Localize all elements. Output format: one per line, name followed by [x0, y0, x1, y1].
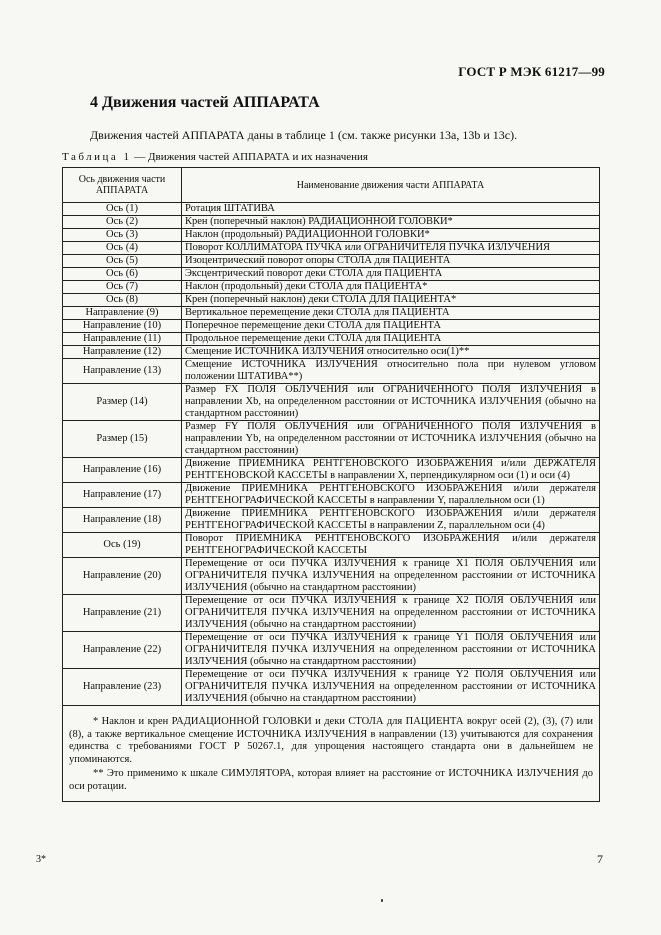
motion-name-cell: Наклон (продольный) РАДИАЦИОННОЙ ГОЛОВКИ*: [182, 229, 600, 242]
motion-name-cell: Смещение ИСТОЧНИКА ИЗЛУЧЕНИЯ относительно оси(1)**: [182, 346, 600, 359]
motion-name-cell: Ротация ШТАТИВА: [182, 203, 600, 216]
table-row: [63, 216, 600, 229]
axis-cell: Ось (19): [63, 533, 182, 558]
motion-name-cell: Наклон (продольный) деки СТОЛА для ПАЦИЕНТА*: [182, 281, 600, 294]
axis-cell: Направление (13): [63, 359, 182, 384]
table-row: [63, 346, 600, 359]
motion-name-cell: Перемещение от оси ПУЧКА ИЗЛУЧЕНИЯ к границе X2 ПОЛЯ ОБЛУЧЕНИЯ или ОГРАНИЧИТЕЛЯ ПУЧКА ИЗЛУЧЕНИЯ на определенном расстоянии от ИСТОЧНИКА ИЗЛУЧЕНИЯ (обычно на стандартном расстоянии): [182, 595, 600, 632]
table-row: [63, 669, 600, 706]
table-row: [63, 421, 600, 458]
axis-cell: Ось (2): [63, 216, 182, 229]
motion-name-cell: Движение ПРИЕМНИКА РЕНТГЕНОВСКОГО ИЗОБРАЖЕНИЯ и/или держателя РЕНТГЕНОГРАФИЧЕСКОЙ КАССЕТЫ в направлении Z, параллельном оси (4): [182, 508, 600, 533]
axis-cell: Направление (16): [63, 458, 182, 483]
motion-name-cell: Изоцентрический поворот опоры СТОЛА для ПАЦИЕНТА: [182, 255, 600, 268]
motion-name-cell: Перемещение от оси ПУЧКА ИЗЛУЧЕНИЯ к границе X1 ПОЛЯ ОБЛУЧЕНИЯ или ОГРАНИЧИТЕЛЯ ПУЧКА ИЗЛУЧЕНИЯ на определенном расстоянии от ИСТОЧНИКА ИЗЛУЧЕНИЯ (обычно на стандартном расстоянии): [182, 558, 600, 595]
table-row: [63, 281, 600, 294]
motion-name-cell: Крен (поперечный наклон) РАДИАЦИОННОЙ ГОЛОВКИ*: [182, 216, 600, 229]
motion-name-cell: Поперечное перемещение деки СТОЛА для ПАЦИЕНТА: [182, 320, 600, 333]
table-row: [63, 483, 600, 508]
standard-code: ГОСТ Р МЭК 61217—99: [458, 64, 605, 79]
motion-name-cell: Продольное перемещение деки СТОЛА для ПАЦИЕНТА: [182, 333, 600, 346]
table-row: [63, 333, 600, 346]
page-number: 7: [597, 852, 603, 866]
axis-cell: Направление (22): [63, 632, 182, 669]
table-row: [63, 229, 600, 242]
motion-name-cell: Перемещение от оси ПУЧКА ИЗЛУЧЕНИЯ к границе Y2 ПОЛЯ ОБЛУЧЕНИЯ или ОГРАНИЧИТЕЛЯ ПУЧКА ИЗЛУЧЕНИЯ на определенном расстоянии от ИСТОЧНИКА ИЗЛУЧЕНИЯ (обычно на стандартном расстоянии): [182, 669, 600, 706]
header-motion-name: Наименование движения части АППАРАТА: [182, 168, 600, 203]
table-row: [63, 384, 600, 421]
table-row: [63, 632, 600, 669]
motion-name-cell: Перемещение от оси ПУЧКА ИЗЛУЧЕНИЯ к границе Y1 ПОЛЯ ОБЛУЧЕНИЯ или ОГРАНИЧИТЕЛЯ ПУЧКА ИЗЛУЧЕНИЯ на определенном расстоянии от ИСТОЧНИКА ИЗЛУЧЕНИЯ (обычно на стандартном расстоянии): [182, 632, 600, 669]
axis-cell: Размер (14): [63, 384, 182, 421]
table-body: [63, 203, 600, 706]
signature-mark: 3*: [36, 854, 46, 865]
motion-name-cell: Крен (поперечный наклон) деки СТОЛА ДЛЯ ПАЦИЕНТА*: [182, 294, 600, 307]
table-row: [63, 203, 600, 216]
axis-cell: Ось (8): [63, 294, 182, 307]
footnotes-cell: [63, 706, 600, 802]
axis-cell: Направление (23): [63, 669, 182, 706]
axis-cell: Направление (11): [63, 333, 182, 346]
axis-cell: Направление (17): [63, 483, 182, 508]
table-header-row: [63, 168, 600, 203]
motion-name-cell: Смещение ИСТОЧНИКА ИЗЛУЧЕНИЯ относительно пола при нулевом угловом положении ШТАТИВА**): [182, 359, 600, 384]
axis-cell: Ось (5): [63, 255, 182, 268]
motion-name-cell: Движение ПРИЕМНИКА РЕНТГЕНОВСКОГО ИЗОБРАЖЕНИЯ и/или держателя РЕНТГЕНОГРАФИЧЕСКОЙ КАССЕТЫ в направлении Y, параллельном оси (1): [182, 483, 600, 508]
motion-name-cell: Движение ПРИЕМНИКА РЕНТГЕНОВСКОГО ИЗОБРАЖЕНИЯ и/или ДЕРЖАТЕЛЯ РЕНТГЕНОВСКОЙ КАССЕТЫ в направлении X, перпендикулярном оси (1) и оси (4): [182, 458, 600, 483]
table-caption-label: Таблица 1: [62, 151, 132, 163]
axis-cell: Направление (21): [63, 595, 182, 632]
motion-name-cell: Размер FY ПОЛЯ ОБЛУЧЕНИЯ или ОГРАНИЧЕННОГО ПОЛЯ ИЗЛУЧЕНИЯ в направлении Yb, на определенном расстоянии от ИСТОЧНИКА ИЗЛУЧЕНИЯ (обычно на стандартном расстоянии): [182, 421, 600, 458]
table-row: [63, 558, 600, 595]
table-row: [63, 359, 600, 384]
axis-cell: Направление (18): [63, 508, 182, 533]
section-intro: Движения частей АППАРАТА даны в таблице 1 (см. также рисунки 13а, 13b и 13с).: [90, 128, 518, 142]
footnotes-row: [63, 706, 600, 802]
axis-cell: Направление (10): [63, 320, 182, 333]
header-axis: Ось движения части АППАРАТА: [63, 168, 182, 203]
axis-cell: Ось (4): [63, 242, 182, 255]
axis-cell: Ось (7): [63, 281, 182, 294]
footnote-2: ** Это применимо к шкале СИМУЛЯТОРА, которая влияет на расстояние от ИСТОЧНИКА ИЗЛУЧЕНИЯ до оси ротации.: [69, 768, 593, 792]
axis-cell: Направление (12): [63, 346, 182, 359]
table-row: [63, 458, 600, 483]
footnote-1: * Наклон и крен РАДИАЦИОННОЙ ГОЛОВКИ и деки СТОЛА для ПАЦИЕНТА вокруг осей (2), (3), (7) или (8), а также вертикальное смещение ИСТОЧНИКА ИЗЛУЧЕНИЯ в направлении (13) учитываются для сохранения единства с требованиями ГОСТ Р 50267.1, для упрощения настоящего стандарта они в дальнейшем не упоминаются.: [69, 716, 593, 765]
table-row: [63, 533, 600, 558]
table-row: [63, 294, 600, 307]
axis-cell: Направление (9): [63, 307, 182, 320]
table-caption: [62, 151, 368, 163]
table-row: [63, 508, 600, 533]
axis-cell: Направление (20): [63, 558, 182, 595]
table-row: [63, 320, 600, 333]
table-row: [63, 255, 600, 268]
axis-cell: Размер (15): [63, 421, 182, 458]
motions-table: [62, 167, 600, 802]
section-title: 4 Движения частей АППАРАТА: [90, 94, 320, 111]
table-row: [63, 268, 600, 281]
motion-name-cell: Поворот КОЛЛИМАТОРА ПУЧКА или ОГРАНИЧИТЕЛЯ ПУЧКА ИЗЛУЧЕНИЯ: [182, 242, 600, 255]
table-caption-text: — Движения частей АППАРАТА и их назначения: [131, 151, 368, 163]
table-row: [63, 307, 600, 320]
motion-name-cell: Вертикальное перемещение деки СТОЛА для ПАЦИЕНТА: [182, 307, 600, 320]
axis-cell: Ось (3): [63, 229, 182, 242]
axis-cell: Ось (6): [63, 268, 182, 281]
motion-name-cell: Поворот ПРИЕМНИКА РЕНТГЕНОВСКОГО ИЗОБРАЖЕНИЯ и/или держателя РЕНТГЕНОГРАФИЧЕСКОЙ КАССЕТЫ: [182, 533, 600, 558]
table-row: [63, 242, 600, 255]
motion-name-cell: Размер FX ПОЛЯ ОБЛУЧЕНИЯ или ОГРАНИЧЕННОГО ПОЛЯ ИЗЛУЧЕНИЯ в направлении Xb, на определенном расстоянии от ИСТОЧНИКА ИЗЛУЧЕНИЯ (обычно на стандартном расстоянии): [182, 384, 600, 421]
table-row: [63, 595, 600, 632]
scan-speck: [381, 899, 383, 902]
axis-cell: Ось (1): [63, 203, 182, 216]
motion-name-cell: Эксцентрический поворот деки СТОЛА для ПАЦИЕНТА: [182, 268, 600, 281]
